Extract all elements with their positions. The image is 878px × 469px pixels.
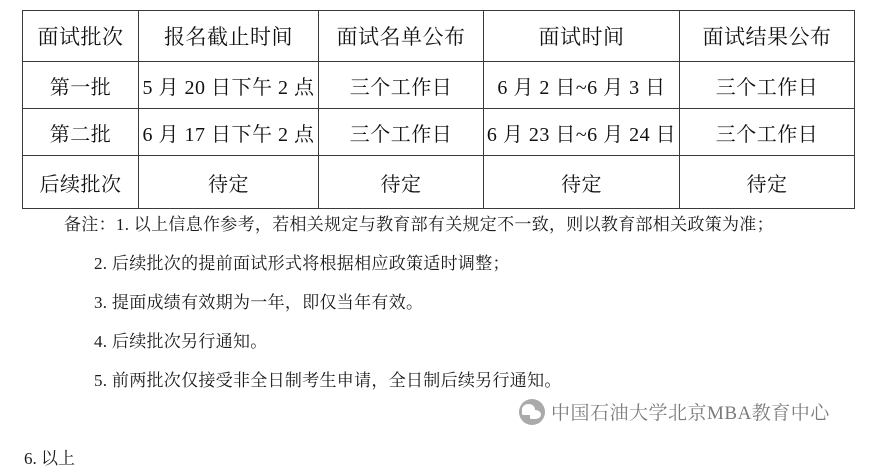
clipped-note-line: 6. 以上 (24, 449, 75, 468)
table-cell: 待定 (319, 156, 484, 209)
table-row (23, 62, 855, 109)
table-header-row (23, 11, 855, 62)
table-cell: 待定 (484, 156, 680, 209)
table-cell: 三个工作日 (680, 62, 855, 109)
table-header-cell: 面试时间 (484, 11, 680, 62)
table-row (23, 156, 855, 209)
table-cell: 待定 (680, 156, 855, 209)
table-cell: 三个工作日 (319, 62, 484, 109)
table-cell: 5 月 20 日下午 2 点 (139, 62, 319, 109)
note-line: 5. 前两批次仅接受非全日制考生申请，全日制后续另行通知。 (94, 371, 562, 390)
table-row (23, 109, 855, 156)
note-line: 3. 提面成绩有效期为一年，即仅当年有效。 (94, 293, 424, 312)
table-header-cell: 面试名单公布 (319, 11, 484, 62)
table-header-cell: 报名截止时间 (139, 11, 319, 62)
note-line: 备注：1. 以上信息作参考，若相关规定与教育部有关规定不一致，则以教育部相关政策为准； (64, 215, 774, 234)
table-cell: 第二批 (23, 109, 139, 156)
table-cell: 6 月 23 日~6 月 24 日 (484, 109, 680, 156)
table-header-cell: 面试结果公布 (680, 11, 855, 62)
table-cell: 6 月 17 日下午 2 点 (139, 109, 319, 156)
table-cell: 6 月 2 日~6 月 3 日 (484, 62, 680, 109)
table-cell: 后续批次 (23, 156, 139, 209)
table-cell: 三个工作日 (319, 109, 484, 156)
interview-schedule-table (22, 10, 855, 209)
table-header-cell: 面试批次 (23, 11, 139, 62)
notes-section (22, 216, 862, 411)
watermark-text: 中国石油大学北京MBA教育中心 (551, 403, 830, 424)
table-cell: 三个工作日 (680, 109, 855, 156)
note-line: 2. 后续批次的提前面试形式将根据相应政策适时调整； (94, 254, 510, 273)
note-line: 4. 后续批次另行通知。 (94, 332, 268, 351)
table-cell: 待定 (139, 156, 319, 209)
table-cell: 第一批 (23, 62, 139, 109)
